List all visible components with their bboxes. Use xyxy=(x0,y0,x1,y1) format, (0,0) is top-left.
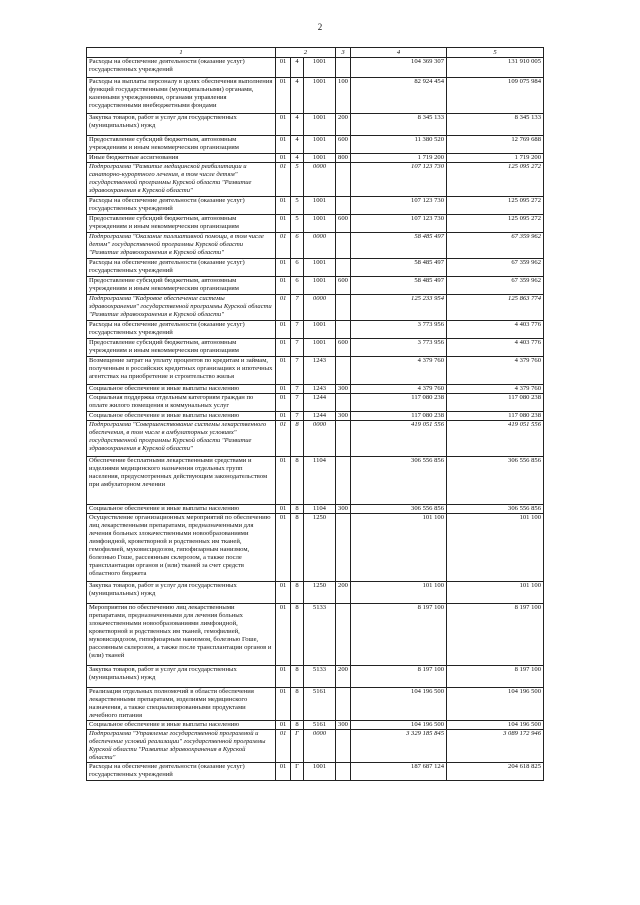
row-code-2-cell: 5 xyxy=(291,215,304,233)
row-value-2020-cell: 117 080 238 xyxy=(447,412,544,421)
row-code-3-cell: 1243 xyxy=(304,357,336,385)
row-value-2019-cell: 3 773 956 xyxy=(351,339,447,357)
row-code-3-cell: 1001 xyxy=(304,339,336,357)
row-value-2020-cell: 4 403 776 xyxy=(447,339,544,357)
row-code-1-cell: 01 xyxy=(276,666,291,688)
row-code-4-cell: 600 xyxy=(336,277,351,295)
table-row xyxy=(87,136,544,154)
row-value-2020-cell: 4 379 760 xyxy=(447,385,544,394)
row-value-2019-cell: 187 687 124 xyxy=(351,763,447,781)
row-code-4-cell: 800 xyxy=(336,154,351,163)
row-value-2020-cell: 117 080 238 xyxy=(447,394,544,412)
row-code-1-cell: 01 xyxy=(276,233,291,259)
row-value-2019-cell: 101 100 xyxy=(351,582,447,604)
row-name-cell: Расходы на обеспечение деятельности (оказание услуг) государственных учреждений xyxy=(87,58,276,78)
row-name-cell: Подпрограмма "Кадровое обеспечение системы здравоохранения" государственной программы Курской области "Развитие здравоохранения в Курской области" xyxy=(87,295,276,321)
row-code-4-cell xyxy=(336,730,351,763)
table-row xyxy=(87,385,544,394)
table-row xyxy=(87,421,544,457)
row-code-2-cell: 7 xyxy=(291,412,304,421)
row-value-2019-cell: 306 556 856 xyxy=(351,505,447,514)
row-value-2020-cell: 109 075 984 xyxy=(447,78,544,114)
row-code-3-cell: 1001 xyxy=(304,321,336,339)
row-code-2-cell: 6 xyxy=(291,233,304,259)
row-value-2020-cell: 104 196 500 xyxy=(447,721,544,730)
row-name-cell: Подпрограмма "Оказание паллиативной помощи, в том числе детям" государственной программы Курской области "Развитие здравоохранения в Курской области" xyxy=(87,233,276,259)
row-code-2-cell: 8 xyxy=(291,604,304,666)
row-code-1-cell: 01 xyxy=(276,505,291,514)
table-row xyxy=(87,457,544,505)
page-number: 2 xyxy=(317,22,323,32)
row-code-3-cell: 1244 xyxy=(304,394,336,412)
row-code-2-cell: 4 xyxy=(291,154,304,163)
row-value-2020-cell: 4 403 776 xyxy=(447,321,544,339)
table-row xyxy=(87,357,544,385)
row-code-4-cell xyxy=(336,58,351,78)
row-code-2-cell: 7 xyxy=(291,385,304,394)
row-code-4-cell xyxy=(336,421,351,457)
row-code-3-cell: 1250 xyxy=(304,582,336,604)
row-code-3-cell: 5133 xyxy=(304,604,336,666)
row-code-1-cell: 01 xyxy=(276,604,291,666)
table-row xyxy=(87,394,544,412)
row-code-2-cell: Г xyxy=(291,730,304,763)
row-name-cell: Закупка товаров, работ и услуг для государственных (муниципальных) нужд xyxy=(87,114,276,136)
table-row xyxy=(87,688,544,721)
row-value-2019-cell: 1 719 200 xyxy=(351,154,447,163)
row-value-2020-cell: 104 196 500 xyxy=(447,688,544,721)
row-value-2019-cell: 117 080 238 xyxy=(351,412,447,421)
row-value-2019-cell: 104 196 500 xyxy=(351,688,447,721)
row-code-3-cell: 1001 xyxy=(304,763,336,781)
row-code-1-cell: 01 xyxy=(276,136,291,154)
table-row xyxy=(87,197,544,215)
row-code-2-cell: 7 xyxy=(291,295,304,321)
row-code-3-cell: 1001 xyxy=(304,197,336,215)
row-code-2-cell: 8 xyxy=(291,721,304,730)
row-value-2019-cell: 8 345 133 xyxy=(351,114,447,136)
row-name-cell: Закупка товаров, работ и услуг для государственных (муниципальных) нужд xyxy=(87,666,276,688)
row-code-3-cell: 5161 xyxy=(304,688,336,721)
table-row xyxy=(87,259,544,277)
row-code-3-cell: 1001 xyxy=(304,259,336,277)
row-code-3-cell: 0000 xyxy=(304,163,336,197)
row-code-1-cell: 01 xyxy=(276,412,291,421)
row-code-2-cell: 4 xyxy=(291,136,304,154)
row-code-3-cell: 1001 xyxy=(304,154,336,163)
row-code-2-cell: 6 xyxy=(291,277,304,295)
row-value-2019-cell: 58 485 497 xyxy=(351,233,447,259)
row-value-2020-cell: 131 910 005 xyxy=(447,58,544,78)
row-code-4-cell: 300 xyxy=(336,412,351,421)
row-name-cell: Социальное обеспечение и иные выплаты населению xyxy=(87,505,276,514)
row-value-2019-cell: 4 379 760 xyxy=(351,385,447,394)
row-code-3-cell: 1244 xyxy=(304,412,336,421)
row-value-2020-cell: 67 359 962 xyxy=(447,259,544,277)
row-value-2019-cell: 8 197 100 xyxy=(351,604,447,666)
table-row xyxy=(87,233,544,259)
row-value-2019-cell: 8 197 100 xyxy=(351,666,447,688)
row-name-cell: Подпрограмма "Совершенствование системы лекарственного обеспечения, в том числе в амбулаторных условиях" государственной программы Курской области "Развитие здравоохранения в Курской области" xyxy=(87,421,276,457)
row-name-cell: Предоставление субсидий бюджетным, автономным учреждениям и иным некоммерческим организациям xyxy=(87,277,276,295)
row-code-1-cell: 01 xyxy=(276,394,291,412)
row-code-1-cell: 01 xyxy=(276,385,291,394)
row-code-2-cell: 6 xyxy=(291,259,304,277)
row-code-4-cell xyxy=(336,357,351,385)
row-code-4-cell xyxy=(336,394,351,412)
row-name-cell: Расходы на обеспечение деятельности (оказание услуг) государственных учреждений xyxy=(87,321,276,339)
row-code-3-cell: 1001 xyxy=(304,215,336,233)
row-value-2020-cell: 306 556 856 xyxy=(447,505,544,514)
table-row xyxy=(87,163,544,197)
row-code-4-cell: 600 xyxy=(336,339,351,357)
row-code-1-cell: 01 xyxy=(276,154,291,163)
row-code-3-cell: 1104 xyxy=(304,457,336,505)
row-value-2019-cell: 101 100 xyxy=(351,514,447,582)
row-code-1-cell: 01 xyxy=(276,339,291,357)
table-header-row xyxy=(87,48,544,58)
row-value-2020-cell: 306 556 856 xyxy=(447,457,544,505)
table-row xyxy=(87,58,544,78)
row-name-cell: Социальная поддержка отдельным категориям граждан по оплате жилого помещения и коммунальных услуг xyxy=(87,394,276,412)
row-code-2-cell: 5 xyxy=(291,197,304,215)
row-name-cell: Реализация отдельных полномочий в области обеспечения лекарственными препаратами, изделиями медицинского назначения, а также специализированными продуктами лечебного питания xyxy=(87,688,276,721)
row-code-2-cell: 8 xyxy=(291,582,304,604)
row-value-2020-cell: 125 095 272 xyxy=(447,163,544,197)
row-code-1-cell: 01 xyxy=(276,163,291,197)
row-code-2-cell: 4 xyxy=(291,114,304,136)
row-code-2-cell: 8 xyxy=(291,514,304,582)
row-name-cell: Расходы на обеспечение деятельности (оказание услуг) государственных учреждений xyxy=(87,259,276,277)
row-code-1-cell: 01 xyxy=(276,421,291,457)
table-row xyxy=(87,277,544,295)
row-value-2020-cell: 101 100 xyxy=(447,514,544,582)
row-code-4-cell xyxy=(336,763,351,781)
row-code-3-cell: 5133 xyxy=(304,666,336,688)
row-code-3-cell: 1104 xyxy=(304,505,336,514)
row-code-1-cell: 01 xyxy=(276,215,291,233)
row-code-2-cell: 7 xyxy=(291,394,304,412)
row-code-3-cell: 1243 xyxy=(304,385,336,394)
row-code-4-cell: 300 xyxy=(336,721,351,730)
row-code-1-cell: 01 xyxy=(276,721,291,730)
table-row xyxy=(87,154,544,163)
row-code-1-cell: 01 xyxy=(276,114,291,136)
row-code-4-cell xyxy=(336,688,351,721)
row-value-2020-cell: 67 359 962 xyxy=(447,233,544,259)
row-name-cell: Закупка товаров, работ и услуг для государственных (муниципальных) нужд xyxy=(87,582,276,604)
row-code-2-cell: 4 xyxy=(291,58,304,78)
row-code-4-cell: 600 xyxy=(336,136,351,154)
row-value-2019-cell: 11 380 520 xyxy=(351,136,447,154)
row-code-2-cell: 7 xyxy=(291,321,304,339)
row-code-4-cell xyxy=(336,604,351,666)
row-code-4-cell: 200 xyxy=(336,582,351,604)
row-name-cell: Расходы на выплаты персоналу в целях обеспечения выполнения функций государственными (муниципальными) органами, казенными учреждениями, органами управления государственными внебюджетными фондами xyxy=(87,78,276,114)
row-code-1-cell: 01 xyxy=(276,688,291,721)
row-code-3-cell: 1001 xyxy=(304,114,336,136)
row-code-4-cell: 600 xyxy=(336,215,351,233)
row-value-2019-cell: 4 379 760 xyxy=(351,357,447,385)
row-name-cell: Расходы на обеспечение деятельности (оказание услуг) государственных учреждений xyxy=(87,197,276,215)
row-value-2019-cell: 58 485 497 xyxy=(351,259,447,277)
row-code-1-cell: 01 xyxy=(276,321,291,339)
row-code-2-cell: 5 xyxy=(291,163,304,197)
row-code-4-cell xyxy=(336,233,351,259)
row-value-2019-cell: 3 329 185 845 xyxy=(351,730,447,763)
row-value-2019-cell: 104 369 307 xyxy=(351,58,447,78)
row-value-2020-cell: 419 051 556 xyxy=(447,421,544,457)
table-row xyxy=(87,215,544,233)
row-value-2019-cell: 117 080 238 xyxy=(351,394,447,412)
header-col-4: 4 xyxy=(351,48,447,58)
row-name-cell: Расходы на обеспечение деятельности (оказание услуг) государственных учреждений xyxy=(87,763,276,781)
row-value-2020-cell: 204 618 825 xyxy=(447,763,544,781)
row-name-cell: Возмещение затрат на уплату процентов по кредитам и займам, полученным в российских кредитных организациях и ипотечных агентствах на приобретение и строительство жилья xyxy=(87,357,276,385)
row-code-4-cell xyxy=(336,163,351,197)
row-value-2019-cell: 107 123 730 xyxy=(351,163,447,197)
row-code-4-cell xyxy=(336,295,351,321)
budget-table xyxy=(86,47,544,781)
row-code-3-cell: 1001 xyxy=(304,136,336,154)
row-code-1-cell: 01 xyxy=(276,582,291,604)
row-code-1-cell: 01 xyxy=(276,277,291,295)
row-value-2020-cell: 8 345 133 xyxy=(447,114,544,136)
row-code-3-cell: 1001 xyxy=(304,277,336,295)
table-row xyxy=(87,339,544,357)
header-col-5: 5 xyxy=(447,48,544,58)
row-code-3-cell: 0000 xyxy=(304,730,336,763)
row-code-4-cell: 200 xyxy=(336,666,351,688)
row-code-1-cell: 01 xyxy=(276,357,291,385)
row-name-cell: Предоставление субсидий бюджетным, автономным учреждениям и иным некоммерческим организациям xyxy=(87,215,276,233)
table-row xyxy=(87,412,544,421)
row-value-2020-cell: 3 089 172 946 xyxy=(447,730,544,763)
row-code-1-cell: 01 xyxy=(276,295,291,321)
row-name-cell: Социальное обеспечение и иные выплаты населению xyxy=(87,412,276,421)
row-value-2020-cell: 125 095 272 xyxy=(447,197,544,215)
row-code-1-cell: 01 xyxy=(276,514,291,582)
row-code-4-cell xyxy=(336,321,351,339)
row-code-1-cell: 01 xyxy=(276,763,291,781)
row-value-2019-cell: 3 773 956 xyxy=(351,321,447,339)
row-value-2019-cell: 107 123 730 xyxy=(351,215,447,233)
row-code-3-cell: 0000 xyxy=(304,421,336,457)
row-name-cell: Подпрограмма "Развитие медицинской реабилитации и санаторно-курортного лечения, в том числе детям" государственной программы Курской области "Развитие здравоохранения в Курской области" xyxy=(87,163,276,197)
row-code-3-cell: 1001 xyxy=(304,78,336,114)
row-value-2020-cell: 67 359 962 xyxy=(447,277,544,295)
table-row xyxy=(87,604,544,666)
row-value-2019-cell: 107 123 730 xyxy=(351,197,447,215)
row-value-2020-cell: 1 719 200 xyxy=(447,154,544,163)
row-code-4-cell: 300 xyxy=(336,385,351,394)
row-name-cell: Предоставление субсидий бюджетным, автономным учреждениям и иным некоммерческим организациям xyxy=(87,339,276,357)
row-code-4-cell xyxy=(336,457,351,505)
row-code-4-cell xyxy=(336,197,351,215)
table-row xyxy=(87,505,544,514)
row-value-2020-cell: 4 379 760 xyxy=(447,357,544,385)
row-code-3-cell: 1250 xyxy=(304,514,336,582)
row-code-2-cell: 7 xyxy=(291,357,304,385)
row-code-4-cell xyxy=(336,514,351,582)
row-value-2019-cell: 58 485 497 xyxy=(351,277,447,295)
row-code-2-cell: 7 xyxy=(291,339,304,357)
row-name-cell: Социальное обеспечение и иные выплаты населению xyxy=(87,385,276,394)
row-code-1-cell: 01 xyxy=(276,259,291,277)
table-row xyxy=(87,721,544,730)
row-code-3-cell: 5161 xyxy=(304,721,336,730)
row-value-2020-cell: 8 197 100 xyxy=(447,604,544,666)
row-code-3-cell: 1001 xyxy=(304,58,336,78)
row-code-3-cell: 0000 xyxy=(304,295,336,321)
row-code-2-cell: 8 xyxy=(291,457,304,505)
row-value-2020-cell: 125 095 272 xyxy=(447,215,544,233)
row-value-2020-cell: 125 863 774 xyxy=(447,295,544,321)
row-value-2019-cell: 419 051 556 xyxy=(351,421,447,457)
row-code-1-cell: 01 xyxy=(276,58,291,78)
row-code-3-cell: 0000 xyxy=(304,233,336,259)
row-name-cell: Мероприятия по обеспечению лиц лекарственными препаратами, предназначенными для лечения больных злокачественными новообразованиями лимфоидной, кроветворной и родственных им тканей, гемофилией, муковисцидозом, гипофизарным нанизмом, болезнью Гоше, рассеянным склерозом, а также после трансплантации органов и (или) тканей xyxy=(87,604,276,666)
row-value-2019-cell: 306 556 856 xyxy=(351,457,447,505)
row-code-1-cell: 01 xyxy=(276,78,291,114)
row-value-2020-cell: 101 100 xyxy=(447,582,544,604)
table-row xyxy=(87,78,544,114)
header-col-1: 1 xyxy=(87,48,276,58)
row-code-1-cell: 01 xyxy=(276,730,291,763)
header-col-2: 2 xyxy=(276,48,336,58)
row-code-1-cell: 01 xyxy=(276,197,291,215)
table-row xyxy=(87,295,544,321)
row-code-2-cell: 8 xyxy=(291,666,304,688)
row-code-4-cell: 200 xyxy=(336,114,351,136)
table-row xyxy=(87,730,544,763)
row-code-2-cell: 4 xyxy=(291,78,304,114)
row-name-cell: Социальное обеспечение и иные выплаты населению xyxy=(87,721,276,730)
table-row xyxy=(87,763,544,781)
row-value-2020-cell: 12 769 688 xyxy=(447,136,544,154)
row-value-2019-cell: 104 196 500 xyxy=(351,721,447,730)
row-name-cell: Предоставление субсидий бюджетным, автономным учреждениям и иным некоммерческим организациям xyxy=(87,136,276,154)
table-row xyxy=(87,514,544,582)
table-row xyxy=(87,666,544,688)
header-col-3: 3 xyxy=(336,48,351,58)
row-code-2-cell: 8 xyxy=(291,505,304,514)
row-value-2020-cell: 8 197 100 xyxy=(447,666,544,688)
row-value-2019-cell: 125 233 954 xyxy=(351,295,447,321)
row-code-4-cell: 100 xyxy=(336,78,351,114)
row-code-1-cell: 01 xyxy=(276,457,291,505)
row-name-cell: Подпрограмма "Управление государственной программой и обеспечение условий реализации" государственной программы Курской области "Развитие здравоохранения в Курской области" xyxy=(87,730,276,763)
row-code-4-cell: 300 xyxy=(336,505,351,514)
row-name-cell: Обеспечение бесплатными лекарственными средствами и изделиями медицинского назначения отдельных групп населения, предусмотренных действующим законодательством при амбулаторном лечении xyxy=(87,457,276,505)
table-row xyxy=(87,582,544,604)
row-name-cell: Осуществление организационных мероприятий по обеспечению лиц лекарственными препаратами, предназначенными для лечения больных злокачественными новообразованиями лимфоидной, кроветворной и родственных им тканей, гемофилией, муковисцидозом, гипофизарным нанизмом, болезнью Гоше, рассеянным склерозом, а также после трансплантации органов и (или) тканей за счет средств областного бюджета xyxy=(87,514,276,582)
row-code-2-cell: 8 xyxy=(291,421,304,457)
row-name-cell: Иные бюджетные ассигнования xyxy=(87,154,276,163)
table-row xyxy=(87,321,544,339)
row-code-2-cell: 8 xyxy=(291,688,304,721)
row-code-4-cell xyxy=(336,259,351,277)
table-row xyxy=(87,114,544,136)
row-code-2-cell: Г xyxy=(291,763,304,781)
row-value-2019-cell: 82 924 454 xyxy=(351,78,447,114)
